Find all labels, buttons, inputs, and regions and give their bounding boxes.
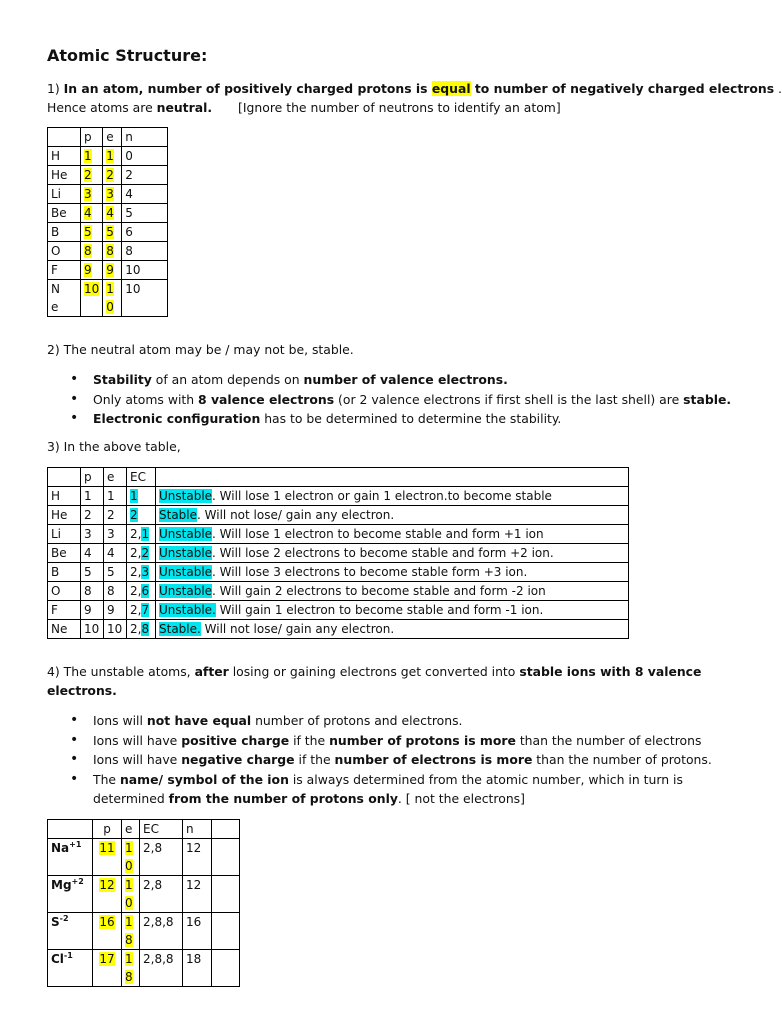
table-row (48, 876, 240, 913)
cell-protons: 4 (81, 544, 104, 563)
list-item (70, 390, 731, 410)
cell-symbol: Be (48, 544, 81, 563)
cell-symbol: B (48, 223, 81, 242)
ion-table (47, 819, 240, 987)
cell-status (156, 525, 629, 544)
text: The (93, 771, 120, 787)
cell-electrons: 4 (104, 544, 127, 563)
section2-heading: 2) The neutral atom may be / may not be, stable. (47, 342, 354, 357)
table-header-row (48, 468, 629, 487)
list-item (70, 770, 712, 809)
text: than the number of electrons (515, 732, 702, 748)
cell-electrons: 10 (125, 878, 133, 910)
section4-line1 (47, 663, 701, 681)
cell-protons: 11 (99, 841, 115, 855)
cell-status (156, 487, 629, 506)
header-cell (212, 820, 240, 839)
cell-symbol: Be (48, 204, 81, 223)
header-cell: p (81, 128, 103, 147)
cell-neutrons: 10 (122, 261, 168, 280)
table-row (48, 261, 168, 280)
status-text: . Will not lose/ gain any electron. (197, 508, 395, 522)
cell-protons: 12 (99, 878, 115, 892)
cell-ec (127, 544, 156, 563)
cell-ec: 2,8 (140, 876, 183, 913)
status-label: Stable (159, 508, 198, 522)
bold-text: electrons. (47, 683, 117, 698)
cell-ec (127, 563, 156, 582)
status-text: Will not lose/ gain any electron. (200, 622, 395, 636)
bold-text: Electronic configuration (93, 411, 261, 426)
s1-bold-2: to number of negatively charged electrons (470, 81, 775, 96)
section3-heading: 3) In the above table, (47, 439, 181, 454)
table-row (48, 242, 168, 261)
ec-prefix: 2, (130, 603, 142, 617)
section1-line2 (47, 99, 561, 117)
ec-prefix: 2, (130, 622, 142, 636)
cell-electrons: 18 (125, 952, 133, 984)
ec-prefix: 2, (130, 527, 142, 541)
section4-bullets (70, 711, 712, 809)
cell-protons: 1 (81, 487, 104, 506)
bold-text: number of protons is more (329, 732, 516, 748)
cell-protons: 3 (81, 525, 104, 544)
bold-text: stable. (683, 391, 732, 407)
bold-text: name/ symbol of the ion (119, 771, 289, 787)
cell-neutrons: 2 (122, 166, 168, 185)
cell-status (156, 544, 629, 563)
header-cell: n (122, 128, 168, 147)
text: Ions will (93, 713, 147, 728)
cell-symbol: Ne (48, 620, 81, 639)
cell-status (156, 582, 629, 601)
ion-charge: -1 (63, 951, 73, 960)
text: determined (93, 791, 169, 806)
list-item (70, 409, 731, 429)
ec-valence: 1 (141, 527, 150, 541)
table-row (48, 620, 629, 639)
table-header-row (48, 128, 168, 147)
s1-end: . (774, 81, 782, 96)
cell-protons: 8 (81, 582, 104, 601)
bold-text: negative charge (181, 752, 295, 767)
header-cell: EC (127, 468, 156, 487)
cell-electrons: 8 (106, 244, 114, 258)
bold-text: not have equal (146, 713, 252, 728)
cell-protons: 2 (84, 168, 92, 182)
cell-electrons: 9 (104, 601, 127, 620)
list-item (70, 711, 712, 731)
cell-protons: 5 (84, 225, 92, 239)
cell-electrons: 1 (106, 149, 114, 163)
cell-symbol: Li (48, 525, 81, 544)
stability-table (47, 467, 629, 639)
s1-neutral: neutral. (156, 100, 213, 115)
table-row (48, 280, 168, 317)
cell-protons: 10 (84, 282, 100, 296)
list-item (70, 731, 712, 751)
ion-symbol: S (51, 915, 60, 929)
cell-ion (48, 839, 93, 876)
cell-status (156, 620, 629, 639)
table-header-row (48, 820, 240, 839)
cell-electrons: 2 (104, 506, 127, 525)
cell-protons: 4 (84, 206, 92, 220)
cell-electrons: 1 (104, 487, 127, 506)
ion-symbol: Mg (51, 878, 72, 892)
ec-valence: 7 (141, 603, 150, 617)
cell-ec (127, 506, 156, 525)
cell-symbol: He (48, 166, 81, 185)
cell-symbol: F (48, 261, 81, 280)
cell-symbol: F (48, 601, 81, 620)
text: than the number of protons. (532, 752, 712, 767)
cell-ion (48, 876, 93, 913)
text: Ions will have (93, 732, 182, 748)
cell-electrons: 5 (106, 225, 114, 239)
s1-highlight-equal: equal (431, 81, 471, 96)
cell-electrons: 3 (106, 187, 114, 201)
bold-text: from the number of protons only (168, 791, 398, 806)
ion-symbol: Na (51, 841, 70, 855)
header-cell: p (81, 468, 104, 487)
section1-line1 (47, 80, 782, 98)
text: is always determined from the atomic number, which in turn is (288, 771, 683, 787)
cell-neutrons: 18 (183, 950, 212, 987)
ion-symbol: Cl (51, 952, 64, 966)
cell-neutrons: 12 (183, 876, 212, 913)
header-cell (156, 468, 629, 487)
table-row (48, 525, 629, 544)
table-row (48, 185, 168, 204)
header-cell: EC (140, 820, 183, 839)
cell-electrons: 4 (106, 206, 114, 220)
cell-protons: 9 (84, 263, 92, 277)
status-text: . Will lose 3 electrons to become stable form +3 ion. (212, 565, 528, 579)
section2-bullets (70, 370, 731, 429)
ec-prefix: 2, (130, 565, 142, 579)
cell-neutrons: 16 (183, 913, 212, 950)
header-cell: n (183, 820, 212, 839)
bold-text: after (194, 664, 229, 679)
cell-status (156, 563, 629, 582)
header-cell: p (93, 820, 122, 839)
text: if the (289, 732, 330, 748)
cell-electrons: 8 (104, 582, 127, 601)
bold-text: number of valence electrons. (303, 372, 508, 387)
cell-neutrons: 0 (122, 147, 168, 166)
table-row (48, 223, 168, 242)
list-item (70, 750, 712, 770)
ec-valence: 8 (141, 622, 150, 636)
cell-protons: 5 (81, 563, 104, 582)
section4-line2 (47, 682, 117, 700)
cell-electrons: 3 (104, 525, 127, 544)
text: Only atoms with (93, 391, 199, 407)
ec-valence: 3 (141, 565, 150, 579)
bold-text: positive charge (181, 732, 290, 748)
table-row (48, 839, 240, 876)
cell-neutrons: 6 (122, 223, 168, 242)
cell-symbol: B (48, 563, 81, 582)
status-text: . Will lose 1 electron to become stable and form +1 ion (212, 527, 544, 541)
text: of an atom depends on (151, 372, 304, 387)
ec-valence: 6 (141, 584, 150, 598)
cell-symbol: O (48, 242, 81, 261)
cell-neutrons: 12 (183, 839, 212, 876)
table-row (48, 147, 168, 166)
cell-ec (127, 582, 156, 601)
text: . [ not the electrons] (397, 791, 525, 806)
table-row (48, 913, 240, 950)
status-label: Unstable (159, 584, 213, 598)
text: number of protons and electrons. (251, 713, 463, 728)
header-cell (48, 820, 93, 839)
cell-electrons: 10 (104, 620, 127, 639)
table-row (48, 601, 629, 620)
s1-note: [Ignore the number of neutrons to identify an atom] (238, 100, 561, 115)
text: 4) The unstable atoms, (47, 664, 195, 679)
status-text: . Will gain 2 electrons to become stable and form -2 ion (212, 584, 546, 598)
page-title: Atomic Structure: (47, 46, 208, 65)
ion-charge: -2 (59, 914, 69, 923)
cell-neutrons: 10 (122, 280, 168, 317)
status-label: Stable. (159, 622, 201, 636)
status-text: . Will lose 1 electron or gain 1 electron.to become stable (212, 489, 552, 503)
list-item (70, 370, 731, 390)
status-label: Unstable. (159, 603, 216, 617)
status-label: Unstable (159, 489, 213, 503)
ec-prefix: 2, (130, 584, 142, 598)
cell-protons: 9 (81, 601, 104, 620)
text: if the (294, 752, 335, 767)
header-cell (48, 468, 81, 487)
text: (or 2 valence electrons if first shell is the last shell) are (334, 391, 684, 407)
status-text: Will gain 1 electron to become stable and form -1 ion. (215, 603, 544, 617)
cell-protons: 2 (81, 506, 104, 525)
bold-text: stable ions with 8 valence (519, 664, 702, 679)
cell-symbol: H (48, 147, 81, 166)
cell-ec: 2,8,8 (140, 913, 183, 950)
cell-status (156, 601, 629, 620)
cell-ec (127, 601, 156, 620)
table-row (48, 563, 629, 582)
text: Ions will have (93, 752, 182, 767)
ion-charge: +2 (71, 877, 84, 886)
cell-symbol: O (48, 582, 81, 601)
table-row (48, 204, 168, 223)
ion-charge: +1 (69, 840, 82, 849)
status-label: Unstable (159, 546, 213, 560)
text: has to be determined to determine the stability. (260, 411, 562, 426)
table-row (48, 487, 629, 506)
cell-status (156, 506, 629, 525)
cell-protons: 10 (81, 620, 104, 639)
table-row (48, 950, 240, 987)
status-label: Unstable (159, 527, 213, 541)
cell-electrons: 18 (125, 915, 133, 947)
cell-electrons: 9 (106, 263, 114, 277)
ec-valence: 2 (130, 508, 138, 522)
cell-neutrons: 4 (122, 185, 168, 204)
s1-bold-1: In an atom, number of positively charged protons is (63, 81, 432, 96)
cell-ec: 2,8,8 (140, 950, 183, 987)
cell-symbol: Li (48, 185, 81, 204)
cell-ec (127, 525, 156, 544)
cell-symbol: Ne (51, 282, 60, 314)
header-cell: e (122, 820, 140, 839)
cell-ion (48, 913, 93, 950)
ec-valence: 2 (141, 546, 150, 560)
ec-valence: 1 (130, 489, 138, 503)
cell-electrons: 10 (125, 841, 133, 873)
table-row (48, 166, 168, 185)
cell-electrons: 5 (104, 563, 127, 582)
cell-protons: 8 (84, 244, 92, 258)
atom-table (47, 127, 168, 317)
cell-protons: 1 (84, 149, 92, 163)
s1-line2-text: Hence atoms are (47, 100, 157, 115)
cell-ec: 2,8 (140, 839, 183, 876)
cell-symbol: H (48, 487, 81, 506)
cell-electrons: 10 (106, 282, 114, 314)
cell-protons: 16 (99, 915, 115, 929)
bold-text: number of electrons is more (334, 752, 533, 767)
table-row (48, 582, 629, 601)
bold-text: Stability (93, 372, 152, 387)
cell-ec (127, 620, 156, 639)
cell-ec (127, 487, 156, 506)
cell-electrons: 2 (106, 168, 114, 182)
cell-protons: 17 (99, 952, 115, 966)
cell-neutrons: 8 (122, 242, 168, 261)
cell-ion (48, 950, 93, 987)
s1-number: 1) (47, 81, 64, 96)
cell-neutrons: 5 (122, 204, 168, 223)
header-cell: e (103, 128, 122, 147)
table-row (48, 544, 629, 563)
text: losing or gaining electrons get converted into (228, 664, 520, 679)
table-row (48, 506, 629, 525)
cell-symbol: He (48, 506, 81, 525)
status-label: Unstable (159, 565, 213, 579)
ec-prefix: 2, (130, 546, 142, 560)
header-cell (48, 128, 81, 147)
status-text: . Will lose 2 electrons to become stable and form +2 ion. (212, 546, 554, 560)
header-cell: e (104, 468, 127, 487)
cell-protons: 3 (84, 187, 92, 201)
bold-text: 8 valence electrons (198, 391, 335, 407)
